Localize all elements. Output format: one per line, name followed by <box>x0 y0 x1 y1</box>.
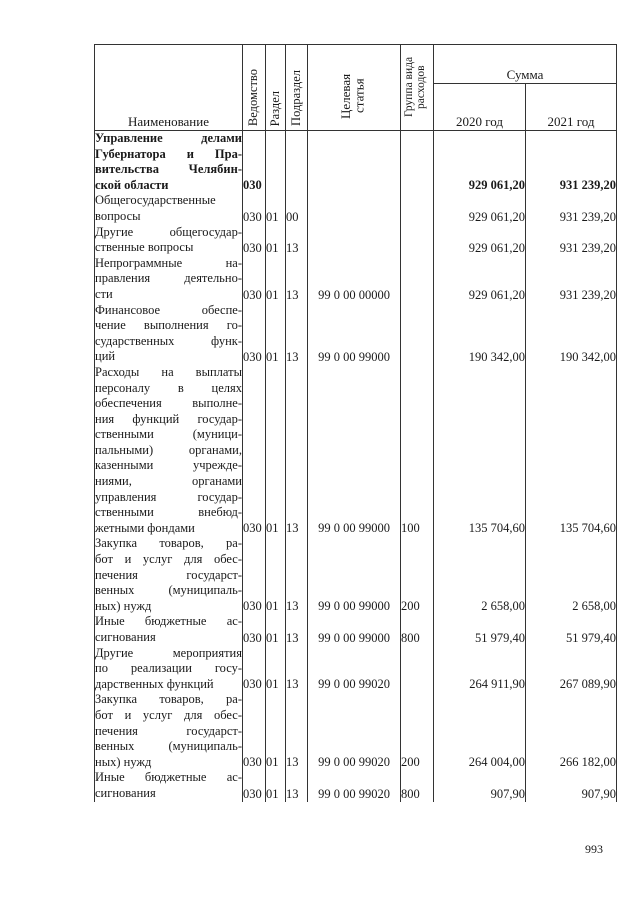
table-row <box>95 131 617 194</box>
table-row <box>95 646 617 693</box>
row-podrazdel: 13 <box>286 256 308 303</box>
page-number: 993 <box>585 842 603 856</box>
row-gruppa <box>401 303 434 365</box>
row-razdel: 01 <box>266 256 286 303</box>
row-gruppa: 800 <box>401 614 434 645</box>
row-vedomstvo: 030 <box>243 365 266 537</box>
row-razdel <box>266 131 286 194</box>
header-podrazdel: Подраздел <box>286 45 308 131</box>
row-sum-2021: 931 239,20 <box>526 256 617 303</box>
row-razdel: 01 <box>266 646 286 693</box>
row-razdel: 01 <box>266 770 286 801</box>
row-razdel: 01 <box>266 536 286 614</box>
row-sum-2021: 931 239,20 <box>526 131 617 194</box>
row-podrazdel: 13 <box>286 536 308 614</box>
row-sum-2020: 929 061,20 <box>434 256 526 303</box>
row-gruppa <box>401 131 434 194</box>
row-gruppa <box>401 256 434 303</box>
row-celevaya: 99 0 00 99000 <box>308 365 401 537</box>
row-celevaya: 99 0 00 99020 <box>308 770 401 801</box>
row-podrazdel: 13 <box>286 692 308 770</box>
row-sum-2020: 2 658,00 <box>434 536 526 614</box>
row-podrazdel: 13 <box>286 365 308 537</box>
table-row <box>95 365 617 537</box>
row-sum-2020: 929 061,20 <box>434 193 526 224</box>
row-celevaya: 99 0 00 99020 <box>308 692 401 770</box>
row-podrazdel: 13 <box>286 770 308 801</box>
row-name: Общегосударственные вопросы <box>95 193 243 224</box>
header-year-2021: 2021 год <box>526 84 617 131</box>
row-sum-2021: 267 089,90 <box>526 646 617 693</box>
table-row <box>95 256 617 303</box>
row-sum-2021: 266 182,00 <box>526 692 617 770</box>
row-celevaya <box>308 131 401 194</box>
row-podrazdel: 13 <box>286 614 308 645</box>
table-row <box>95 770 617 801</box>
row-vedomstvo: 030 <box>243 770 266 801</box>
header-gruppa: Группа вида расходов <box>401 45 434 131</box>
row-name: Расходы на выплаты персоналу в целях обеспечения выполне- ния функций государ- ственными (муници- пальными) органами, казенными учрежде- ниями, органами управления государ- ственными внебюд- жетными фондами <box>95 364 242 535</box>
row-celevaya: 99 0 00 99000 <box>308 614 401 645</box>
row-vedomstvo: 030 <box>243 614 266 645</box>
row-name: Закупка товаров, ра- бот и услуг для обес- печения государст- венных (муниципаль- ных) нужд <box>95 536 242 613</box>
row-vedomstvo: 030 <box>243 692 266 770</box>
row-name: Непрограммные на- правления деятельно- сти <box>95 255 242 301</box>
row-name: Иные бюджетные ас- сигнования <box>95 614 242 644</box>
row-celevaya: 99 0 00 99020 <box>308 646 401 693</box>
table-row <box>95 193 617 224</box>
row-gruppa: 200 <box>401 692 434 770</box>
row-sum-2020: 929 061,20 <box>434 225 526 256</box>
row-sum-2020: 135 704,60 <box>434 365 526 537</box>
budget-table <box>94 44 617 802</box>
row-sum-2020: 907,90 <box>434 770 526 801</box>
row-podrazdel: 13 <box>286 225 308 256</box>
row-vedomstvo: 030 <box>243 193 266 224</box>
row-name: Другие общегосудар- ственные вопросы <box>95 224 242 255</box>
header-vedomstvo: Ведомство <box>243 45 266 131</box>
table-row <box>95 303 617 365</box>
table-row <box>95 614 617 645</box>
table-row <box>95 536 617 614</box>
row-vedomstvo: 030 <box>243 646 266 693</box>
row-vedomstvo: 030 <box>243 536 266 614</box>
row-gruppa <box>401 646 434 693</box>
row-name: Управление делами Губернатора и Пра- вительства Челябин- ской области <box>95 131 242 192</box>
row-sum-2020: 264 004,00 <box>434 692 526 770</box>
row-sum-2020: 51 979,40 <box>434 614 526 645</box>
row-vedomstvo: 030 <box>243 303 266 365</box>
header-year-2020: 2020 год <box>434 84 526 131</box>
row-gruppa <box>401 225 434 256</box>
row-razdel: 01 <box>266 614 286 645</box>
row-sum-2021: 2 658,00 <box>526 536 617 614</box>
row-sum-2021: 931 239,20 <box>526 193 617 224</box>
header-name: Наименование <box>95 45 243 131</box>
row-gruppa <box>401 193 434 224</box>
row-razdel: 01 <box>266 225 286 256</box>
header-celevaya: Целевая статья <box>308 45 401 131</box>
row-name: Иные бюджетные ас- сигнования <box>95 770 242 800</box>
row-celevaya: 99 0 00 99000 <box>308 536 401 614</box>
row-gruppa: 800 <box>401 770 434 801</box>
row-podrazdel: 13 <box>286 646 308 693</box>
row-podrazdel <box>286 131 308 194</box>
header-razdel: Раздел <box>266 45 286 131</box>
row-sum-2021: 51 979,40 <box>526 614 617 645</box>
table-row <box>95 225 617 256</box>
table-row <box>95 692 617 770</box>
row-sum-2021: 931 239,20 <box>526 225 617 256</box>
row-podrazdel: 00 <box>286 193 308 224</box>
row-name: Закупка товаров, ра- бот и услуг для обес- печения государст- венных (муниципаль- ных) нужд <box>95 692 242 769</box>
row-gruppa: 100 <box>401 365 434 537</box>
row-celevaya <box>308 193 401 224</box>
row-name: Финансовое обеспе- чение выполнения го- сударственных функ- ций <box>95 302 242 364</box>
row-sum-2021: 907,90 <box>526 770 617 801</box>
row-sum-2021: 190 342,00 <box>526 303 617 365</box>
header-summa: Сумма <box>434 45 617 84</box>
row-name: Другие мероприятия по реализации госу- дарственных функций <box>95 645 242 691</box>
row-sum-2021: 135 704,60 <box>526 365 617 537</box>
row-razdel: 01 <box>266 692 286 770</box>
row-celevaya: 99 0 00 00000 <box>308 256 401 303</box>
row-vedomstvo: 030 <box>243 131 266 194</box>
row-vedomstvo: 030 <box>243 256 266 303</box>
row-razdel: 01 <box>266 193 286 224</box>
row-podrazdel: 13 <box>286 303 308 365</box>
row-sum-2020: 190 342,00 <box>434 303 526 365</box>
row-vedomstvo: 030 <box>243 225 266 256</box>
row-celevaya: 99 0 00 99000 <box>308 303 401 365</box>
row-celevaya <box>308 225 401 256</box>
row-sum-2020: 929 061,20 <box>434 131 526 194</box>
row-razdel: 01 <box>266 303 286 365</box>
row-razdel: 01 <box>266 365 286 537</box>
row-sum-2020: 264 911,90 <box>434 646 526 693</box>
row-gruppa: 200 <box>401 536 434 614</box>
